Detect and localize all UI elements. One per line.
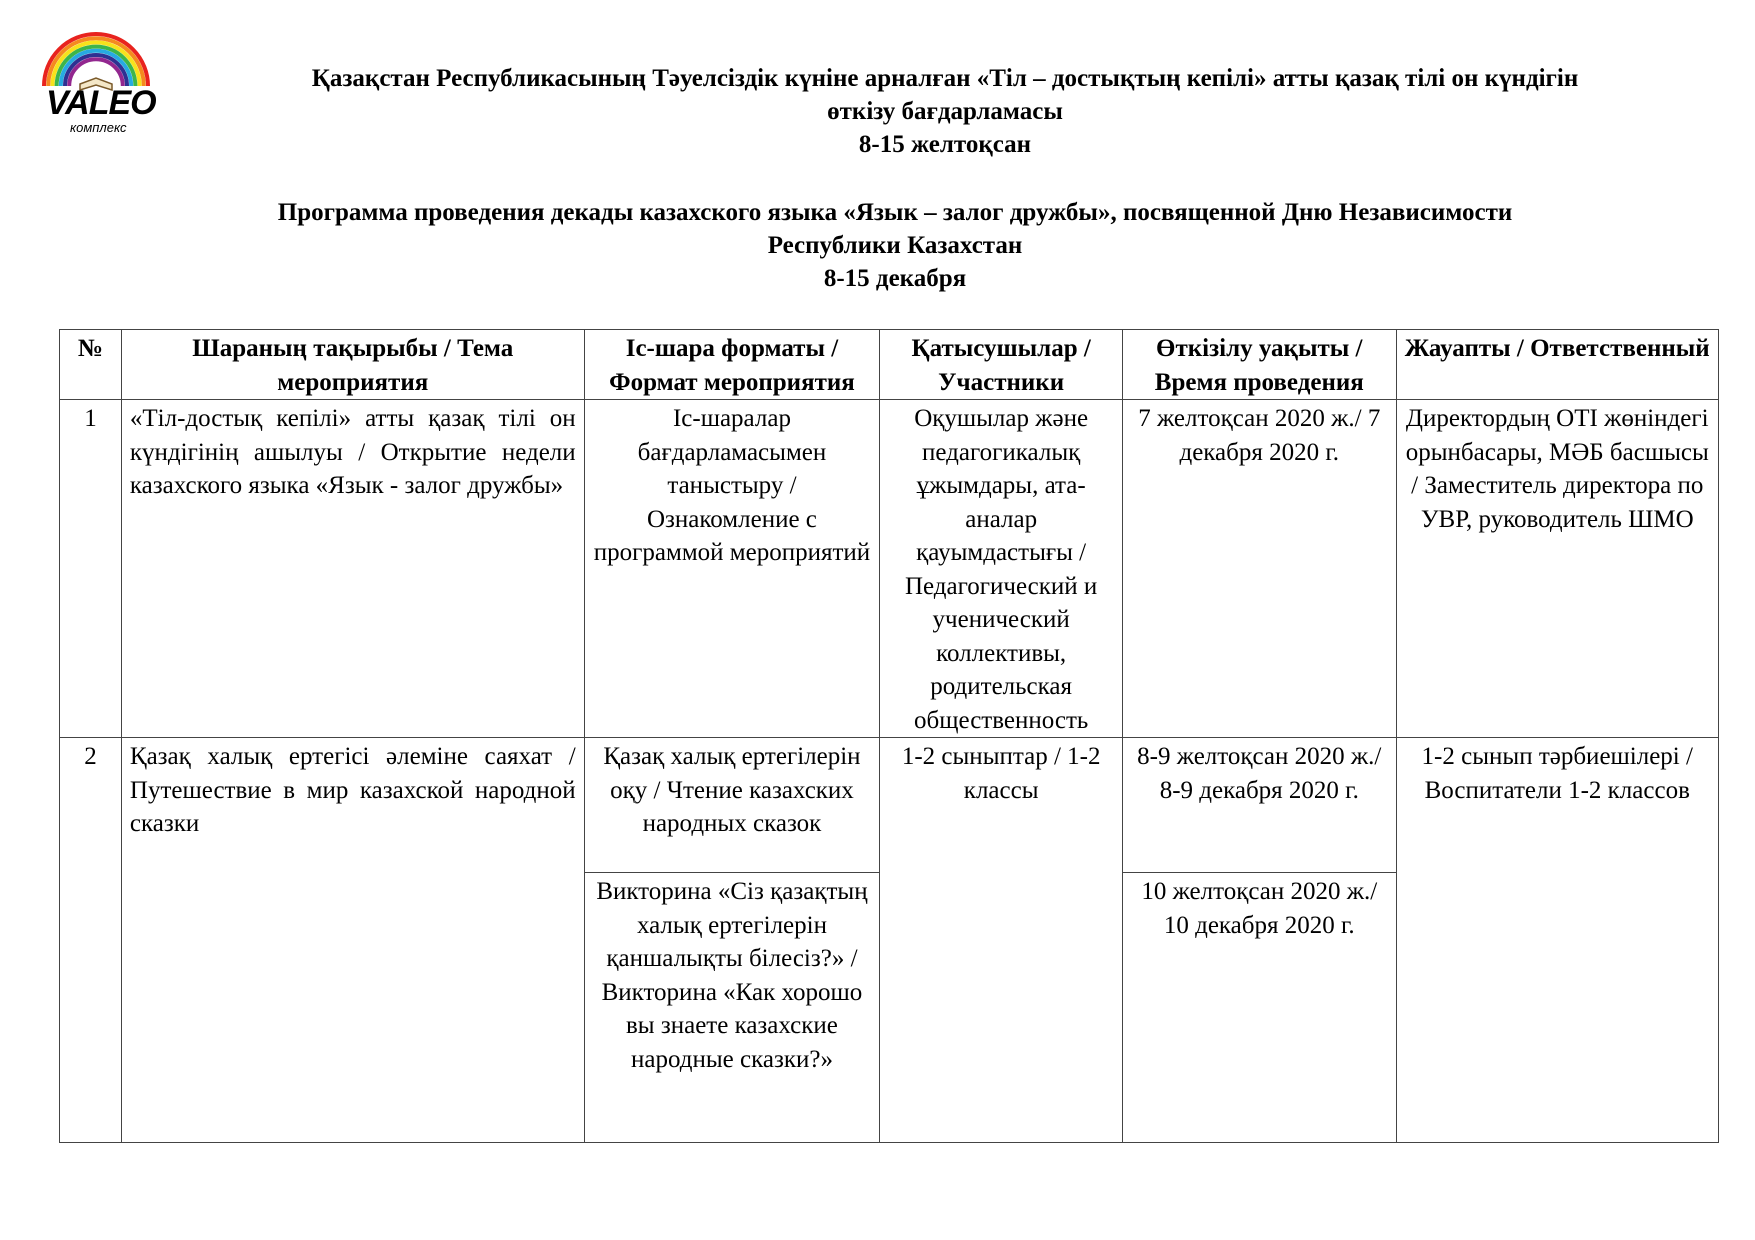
header-format: Іс-шара форматы / Формат мероприятия: [584, 330, 880, 400]
row-responsible: Директордың ОТІ жөніндегі орынбасары, МӘБ басшысы / Заместитель директора по УВР, руководитель ШМО: [1396, 400, 1719, 738]
title-kz-line2: өткізу бағдарламасы: [827, 98, 1063, 125]
title-ru-dates: 8-15 декабря: [823, 265, 967, 292]
title-kz-dates: 8-15 желтоқсан: [858, 131, 1032, 158]
row-time: 10 желтоқсан 2020 ж./ 10 декабря 2020 г.: [1123, 873, 1396, 1143]
table-row: [60, 738, 1719, 873]
row-participants: 1-2 сыныптар / 1-2 классы: [880, 738, 1123, 1143]
header-participants: Қатысушылар / Участники: [880, 330, 1123, 400]
row-participants: Оқушылар және педагогикалық ұжымдары, ата-аналар қауымдастығы / Педагогический и ученический коллективы, родительская общественность: [880, 400, 1123, 738]
row-format: Іс-шаралар бағдарламасымен таныстыру / Ознакомление с программой мероприятий: [584, 400, 880, 738]
header-number: №: [60, 330, 122, 400]
row-responsible: 1-2 сынып тәрбиешілері / Воспитатели 1-2 классов: [1396, 738, 1719, 1143]
title-ru-line1: Программа проведения декады казахского языка «Язык – залог дружбы», посвященной Дню Независимости: [277, 199, 1513, 226]
program-title-kazakh: [170, 62, 1720, 161]
table-row: [60, 400, 1719, 738]
row-time: 7 желтоқсан 2020 ж./ 7 декабря 2020 г.: [1123, 400, 1396, 738]
header-responsible: Жауапты / Ответственный: [1396, 330, 1719, 400]
row-number: 1: [60, 400, 122, 738]
valeo-logo: [40, 28, 156, 136]
row-format: Қазақ халық ертегілерін оқу / Чтение казахских народных сказок: [584, 738, 880, 873]
row-time: 8-9 желтоқсан 2020 ж./ 8-9 декабря 2020 г.: [1123, 738, 1396, 873]
program-table: [59, 329, 1719, 1143]
row-format: Викторина «Сіз қазақтың халық ертегілерін қаншалықты білесіз?» / Викторина «Как хорошо вы знаете казахские народные сказки?»: [584, 873, 880, 1143]
table-header-row: [60, 330, 1719, 400]
title-ru-line2: Республики Казахстан: [767, 232, 1023, 259]
row-topic: Қазақ халық ертегісі әлеміне саяхат / Путешествие в мир казахской народной сказки: [121, 738, 584, 1143]
header-topic: Шараның тақырыбы / Тема мероприятия: [121, 330, 584, 400]
header-time: Өткізілу уақыты / Время проведения: [1123, 330, 1396, 400]
logo-text: VALEO: [46, 84, 156, 122]
title-kz-line1: Қазақстан Республикасының Тәуелсіздік күніне арналған «Тіл – достықтың кепілі» атты қазақ тілі он күндігін: [311, 65, 1579, 92]
program-title-russian: [120, 196, 1670, 295]
logo-subtext: комплекс: [70, 120, 127, 135]
row-topic: «Тіл-достық кепілі» атты қазақ тілі он күндігінің ашылуы / Открытие недели казахского языка «Язык - залог дружбы»: [121, 400, 584, 738]
row-number: 2: [60, 738, 122, 1143]
